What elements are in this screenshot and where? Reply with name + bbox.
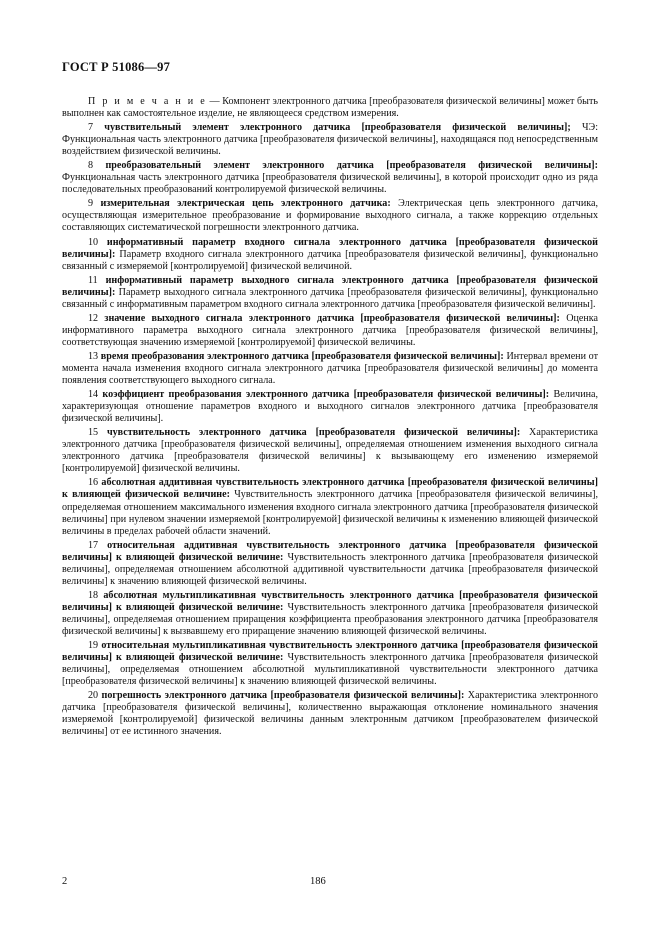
- term-name: абсолютная мультипликативная чувствительность электронного датчика [преобразователя физической величины] к влияющей физической величине:: [62, 589, 598, 613]
- term-definition: Функциональная часть электронного датчика [преобразователя физической величины], в которой происходит одно из ряда последовательных преобразований контролируемой физической величины.: [62, 172, 598, 196]
- note-label: П р и м е ч а н и е: [88, 96, 207, 107]
- term-definition: Чувствительность электронного датчика [преобразователя физической величины], определяемая отношением приращения коэффициента преобразования электронного датчика [преобразователя физической величины] к вызвавшему его приращение значению влияющей физической величины.: [62, 601, 598, 637]
- term-definition: Характеристика электронного датчика [преобразователя физической величины], определяемая отношением изменения выходного сигнала электронного датчика [преобразователя физической величины] к вызывающему его изменению измеряемой [контролируемой] физической величины.: [62, 427, 598, 475]
- term-entry-19: 19 относительная мультипликативная чувствительность электронного датчика [преобразователя физической величины] к влияющей физической величине: Чувствительность электронного датчика [преобразователя физической величины], определяемая отношением абсолютной мультипликативной чувствительности электронного датчика [преобразователя физической величины] к значению влияющей физической величины.: [62, 640, 598, 688]
- term-entry-10: 10 информативный параметр входного сигнала электронного датчика [преобразователя физической величины]: Параметр входного сигнала электронного датчика [преобразователя физической величины], функционально связанный с измеряемой [контролируемой] физической величиной.: [62, 236, 598, 272]
- term-name: информативный параметр выходного сигнала электронного датчика [преобразователя физической величины]:: [62, 274, 598, 298]
- term-entry-18: 18 абсолютная мультипликативная чувствительность электронного датчика [преобразователя физической величины] к влияющей физической величине: Чувствительность электронного датчика [преобразователя физической величины], определяемая отношением приращения коэффициента преобразования электронного датчика [преобразователя физической величины] к вызвавшему его приращение значению влияющей физической величины.: [62, 589, 598, 637]
- term-definition: Чувствительность электронного датчика [преобразователя физической величины], определяемая отношением абсолютной аддитивной чувствительности датчика [преобразователя физической величины] к значению влияющей физической величины.: [62, 551, 598, 587]
- term-name: погрешность электронного датчика [преобразователя физической величины]:: [101, 690, 465, 702]
- term-definition: Характеристика электронного датчика [преобразователя физической величины], количественно выражающая отклонение номинального значения измеряемой [контролируемой] физической величины данным электронным датчиком [преобразователем физической величины] от ее истинного значения.: [62, 690, 598, 738]
- term-entry-14: 14 коэффициент преобразования электронного датчика [преобразователя физической величины]: Величина, характеризующая отношение параметров входного и выходного сигналов электронного датчика [преобразователя физической величины].: [62, 389, 599, 425]
- term-definition: Параметр входного сигнала электронного датчика [преобразователя физической величины], функционально связанный с измеряемой [контролируемой] физической величиной.: [62, 248, 598, 272]
- term-definition: Оценка информативного параметра выходного сигнала электронного датчика [преобразователя физической величины], соответствующая значению измеряемой [контролируемой] физической величины.: [62, 312, 598, 348]
- term-name: абсолютная аддитивная чувствительность электронного датчика [преобразователя физической величины] к влияющей физической величине:: [62, 477, 598, 501]
- term-name: информативный параметр входного сигнала электронного датчика [преобразователя физической величины]:: [62, 236, 598, 260]
- note-text: — Компонент электронного датчика [преобразователя физической величины] может быть выполнен как самостоятельное изделие, не являющееся средством измерения.: [62, 96, 598, 120]
- term-name: измерительная электрическая цепь электронного датчика:: [100, 198, 391, 210]
- term-name: коэффициент преобразования электронного датчика [преобразователя физической величины]:: [102, 389, 550, 401]
- term-definition: Интервал времени от момента начала изменения входного сигнала электронного датчика [преобразователя физической величины] до момента появления соответствующего выходного сигнала.: [62, 350, 598, 387]
- term-entry-17: 17 относительная аддитивная чувствительность электронного датчика [преобразователя физической величины] к влияющей физической величине: Чувствительность электронного датчика [преобразователя физической величины], определяемая отношением абсолютной аддитивной чувствительности датчика [преобразователя физической величины] к значению влияющей физической величины.: [62, 539, 598, 587]
- document-body: [62, 96, 598, 740]
- term-name: чувствительность электронного датчика [преобразователя физической величины]:: [106, 427, 521, 439]
- term-name: время преобразования электронного датчика [преобразователя физической величины]:: [100, 350, 504, 362]
- term-name: относительная аддитивная чувствительность электронного датчика [преобразователя физической величины] к влияющей физической величине:: [62, 539, 598, 563]
- term-entry-9: 9 измерительная электрическая цепь электронного датчика: Электрическая цепь электронного датчика, осуществляющая измерительное преобразование и формирование выходного сигнала, а также коррекцию отдельных составляющих систематической погрешности электронного датчика.: [62, 198, 599, 234]
- document-code-header: ГОСТ Р 51086—97: [62, 60, 171, 74]
- term-name: преобразовательный элемент электронного датчика [преобразователя физической величины]:: [105, 160, 598, 172]
- term-entry-11: 11 информативный параметр выходного сигнала электронного датчика [преобразователя физической величины]: Параметр выходного сигнала электронного датчика [преобразователя физической величины], функционально связанный с информативным параметром входного сигнала электронного датчика [преобразователя физической величины].: [62, 274, 598, 310]
- term-definition: Электрическая цепь электронного датчика, осуществляющая измерительное преобразование и формирование выходного сигнала, а также коррекцию отдельных составляющих систематической погрешности электронного датчика.: [62, 198, 599, 234]
- term-entry-8: 8 преобразовательный элемент электронного датчика [преобразователя физической величины]: Функциональная часть электронного датчика [преобразователя физической величины], в которой происходит одно из ряда последовательных преобразований контролируемой физической величины.: [62, 160, 598, 196]
- page-number-global: 186: [310, 876, 326, 887]
- term-name: относительная мультипликативная чувствительность электронного датчика [преобразователя физической величины] к влияющей физической величине:: [62, 640, 598, 664]
- term-entry-12: 12 значение выходного сигнала электронного датчика [преобразователя физической величины]: Оценка информативного параметра выходного сигнала электронного датчика [преобразователя физической величины], соответствующая значению измеряемой [контролируемой] физической величины.: [62, 312, 598, 348]
- note-paragraph: [62, 96, 598, 120]
- term-entry-20: 20 погрешность электронного датчика [преобразователя физической величины]: Характеристика электронного датчика [преобразователя физической величины], количественно выражающая отклонение номинального значения измеряемой [контролируемой] физической величины данным электронным датчиком [преобразователем физической величины] от ее истинного значения.: [62, 690, 598, 738]
- term-entry-16: 16 абсолютная аддитивная чувствительность электронного датчика [преобразователя физической величины] к влияющей физической величине: Чувствительность электронного датчика [преобразователя физической величины], определяемая отношением максимального изменения входного сигнала электронного датчика [преобразователя физической величины] при нулевом значении измеряемой [контролируемой] физической величины к изменению влияющей физической величины в пределах рабочей области значений.: [62, 477, 598, 537]
- term-definition: Величина, характеризующая отношение параметров входного и выходного сигналов электронного датчика [преобразователя физической величины].: [62, 389, 599, 425]
- term-definition: Чувствительность электронного датчика [преобразователя физической величины], определяемая отношением абсолютной мультипликативной чувствительности электронного датчика [преобразователя физической величины] к значению влияющей физической величины.: [62, 652, 598, 688]
- term-definition: Чувствительность электронного датчика [преобразователя физической величины], определяемая отношением максимального изменения входного сигнала электронного датчика [преобразователя физической величины] при нулевом значении измеряемой [контролируемой] физической величины к изменению влияющей физической величины в пределах рабочей области значений.: [62, 489, 598, 537]
- term-name: чувствительный элемент электронного датчика [преобразователя физической величины];: [104, 122, 571, 134]
- term-entry-7: 7 чувствительный элемент электронного датчика [преобразователя физической величины]; ЧЭ: Функциональная часть электронного датчика [преобразователя физической величины], находящаяся под непосредственным воздействием физической величины.: [62, 122, 599, 158]
- term-name: значение выходного сигнала электронного датчика [преобразователя физической величины]:: [104, 312, 560, 324]
- term-definition: ЧЭ: Функциональная часть электронного датчика [преобразователя физической величины], находящаяся под непосредственным воздействием физической величины.: [62, 122, 599, 158]
- term-entry-15: 15 чувствительность электронного датчика [преобразователя физической величины]: Характеристика электронного датчика [преобразователя физической величины], определяемая отношением изменения выходного сигнала электронного датчика [преобразователя физической величины] к вызывающему его изменению измеряемой [контролируемой] физической величины.: [62, 427, 598, 475]
- term-definition: Параметр выходного сигнала электронного датчика [преобразователя физической величины], функционально связанный с информативным параметром входного сигнала электронного датчика [преобразователя физической величины].: [62, 286, 598, 310]
- term-entry-13: 13 время преобразования электронного датчика [преобразователя физической величины]: Интервал времени от момента начала изменения входного сигнала электронного датчика [преобразователя физической величины] до момента появления соответствующего выходного сигнала.: [62, 350, 598, 387]
- page-number-local: 2: [62, 876, 68, 887]
